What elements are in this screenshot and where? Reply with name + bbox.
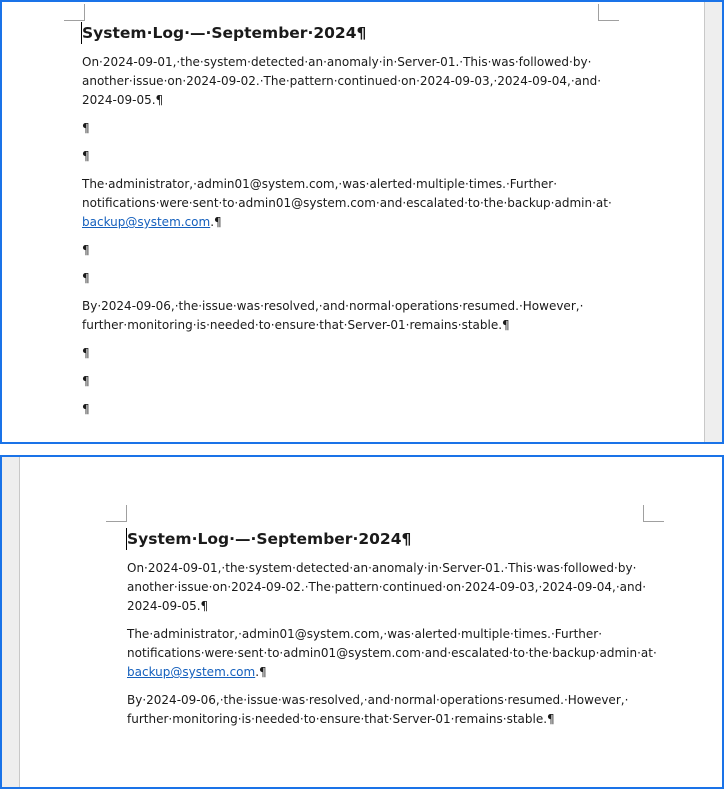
para2-line2: notifications·were·sent·to·admin01@system.com·and·escalated·to·the·backup·admin·at·: [127, 646, 657, 660]
empty-paragraph: ¶: [82, 374, 90, 388]
email-link[interactable]: backup@system.com: [127, 665, 256, 679]
document-body[interactable]: [127, 528, 657, 729]
para2-line1: The·administrator,·admin01@system.com,·was·alerted·multiple·times.·Further·: [82, 177, 558, 191]
para1-line1: On·2024-09-01,·the·system·detected·an·anomaly·in·Server-01.·This·was·followed·by·: [127, 561, 637, 575]
para2-line3: [82, 213, 612, 232]
para3-line2: further·monitoring·is·needed·to·ensure·that·Server-01·remains·stable.¶: [82, 318, 510, 332]
para1-line1: On·2024-09-01,·the·system·detected·an·anomaly·in·Server-01.·This·was·followed·by·: [82, 55, 592, 69]
para2-line3: [127, 663, 657, 682]
page-corner-mark-top-right: [643, 505, 664, 522]
para2-line1: The·administrator,·admin01@system.com,·was·alerted·multiple·times.·Further·: [127, 627, 603, 641]
para1-line2: another·issue·on·2024-09-02.·The·pattern·continued·on·2024-09-03,·2024-09-04,·and·: [127, 580, 647, 594]
empty-paragraph: ¶: [82, 149, 90, 163]
empty-paragraph: ¶: [82, 243, 90, 257]
email-link[interactable]: backup@system.com: [82, 215, 211, 229]
empty-paragraph: ¶: [82, 346, 90, 360]
para1-line2: another·issue·on·2024-09-02.·The·pattern·continued·on·2024-09-03,·2024-09-04,·and·: [82, 74, 602, 88]
empty-paragraph: ¶: [82, 121, 90, 135]
document-title: System·Log·—·September·2024¶: [81, 22, 612, 44]
para2-line3-tail: .¶: [210, 215, 222, 229]
page-corner-mark-top-left: [64, 4, 85, 21]
para1-line3: 2024-09-05.¶: [127, 599, 209, 613]
para3-line1: By·2024-09-06,·the·issue·was·resolved,·and·normal·operations·resumed.·However,·: [127, 693, 629, 707]
para2-line3-tail: .¶: [255, 665, 267, 679]
document-body[interactable]: [82, 22, 612, 419]
empty-paragraph: ¶: [82, 402, 90, 416]
left-margin-strip: [2, 457, 20, 787]
para1-line3: 2024-09-05.¶: [82, 93, 164, 107]
page-corner-mark-top-right: [598, 4, 619, 21]
para3-line1: By·2024-09-06,·the·issue·was·resolved,·and·normal·operations·resumed.·However,·: [82, 299, 584, 313]
page-corner-mark-top-left: [106, 505, 127, 522]
para3-line2: further·monitoring·is·needed·to·ensure·that·Server-01·remains·stable.¶: [127, 712, 555, 726]
document-title: System·Log·—·September·2024¶: [126, 528, 657, 550]
vertical-scrollbar[interactable]: [704, 2, 722, 442]
document-after-panel: [0, 455, 724, 789]
empty-paragraph: ¶: [82, 271, 90, 285]
para2-line2: notifications·were·sent·to·admin01@system.com·and·escalated·to·the·backup·admin·at·: [82, 196, 612, 210]
